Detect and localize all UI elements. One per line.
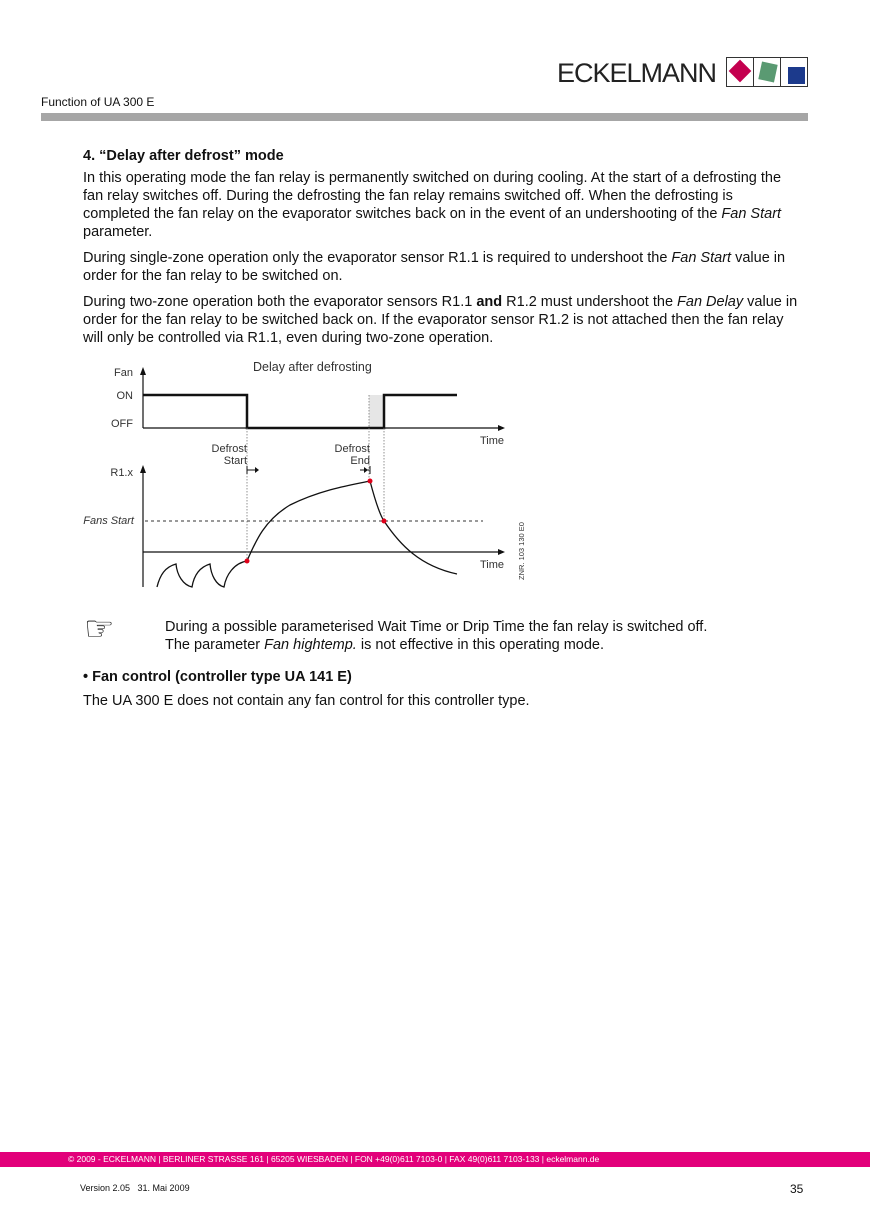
page-number: 35 <box>790 1182 804 1196</box>
brand-logo-text: ECKELMANN <box>557 58 717 88</box>
footer-address: © 2009 - ECKELMANN | BERLINER STRASSE 161 | 65205 WIESBADEN | FON +49(0)611 7103-0 | FAX 49(0)611 7103-133 | eckelmann.de <box>0 1152 870 1167</box>
paragraph: During two-zone operation both the evaporator sensors R1.1 and R1.2 must undershoot the Fan Delay value in order for the fan relay to be switched back on. If the evaporator sensor R1.2 is not attached then the fan relay will only be controlled via R1.1, even during two-zone operation. <box>83 294 798 346</box>
sensor-curve <box>157 481 457 587</box>
section-body <box>83 147 803 355</box>
note: During a possible parameterised Wait Time or Drip Time the fan relay is switched off. The parameter Fan hightemp. is not effective in this operating mode. <box>165 619 708 653</box>
time-label: Time <box>479 559 504 571</box>
r1x-axis-label: R1.x <box>110 467 133 479</box>
fans-start-label: Fans Start <box>83 515 134 527</box>
section-title: 4. “Delay after defrost” mode <box>83 148 284 164</box>
brand-logo-mark <box>726 57 808 87</box>
defrost-end-label: End <box>350 455 370 467</box>
paragraph: The UA 300 E does not contain any fan control for this controller type. <box>83 693 530 709</box>
off-label: OFF <box>111 418 133 430</box>
paragraph: During single-zone operation only the evaporator sensor R1.1 is required to undershoot the Fan Start value in order for the fan relay to be switched on. <box>83 250 786 284</box>
fan-state-line <box>143 395 457 428</box>
paragraph: In this operating mode the fan relay is permanently switched on during cooling. At the start of a defrosting the fan relay switches off. During the defrosting the fan relay remains switched off. When the defrosting is completed the fan relay on the evaporator switches back on in the event of an undershooting of the Fan Start parameter. <box>83 170 782 240</box>
pointing-hand-icon: ☞ <box>84 610 115 648</box>
defrost-start-label: Defrost <box>211 443 247 455</box>
fan-axis-label: Fan <box>114 367 133 379</box>
diagram-title: Delay after defrosting <box>253 360 372 374</box>
version-info: Version 2.05 31. Mai 2009 <box>80 1183 190 1193</box>
defrost-start-label: Start <box>223 455 247 467</box>
fan-control-heading: • Fan control (controller type UA 141 E) <box>83 669 352 685</box>
header-rule <box>41 113 808 121</box>
on-label: ON <box>116 390 133 402</box>
drawing-reference: ZNR. 103 130 E0 <box>517 522 526 580</box>
fan-timing-diagram <box>80 355 540 595</box>
defrost-end-label: Defrost <box>334 443 370 455</box>
running-title: Function of UA 300 E <box>41 95 155 109</box>
time-label: Time <box>479 435 504 447</box>
